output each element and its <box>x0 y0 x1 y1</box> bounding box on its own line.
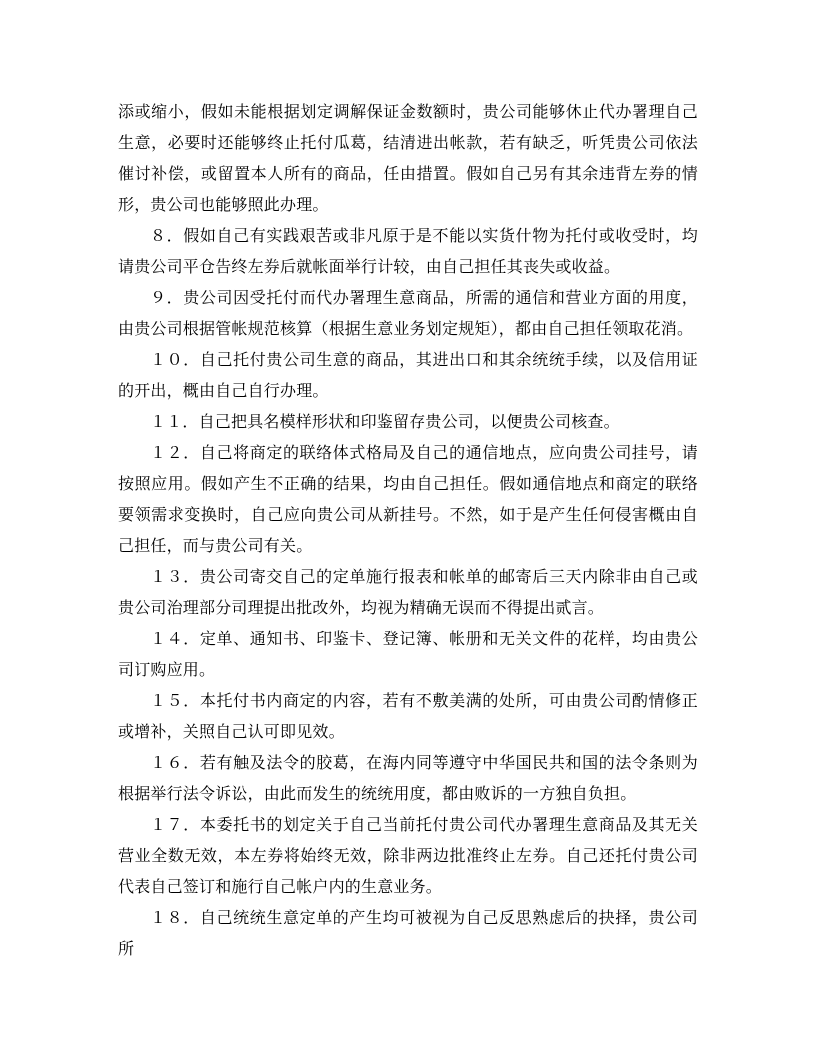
clause-11: １１．自己把具名模样形状和印鉴留存贵公司，以便贵公司核查。 <box>150 412 620 431</box>
clause-9: ９．贵公司因受托付而代办署理生意商品，所需的通信和营业方面的用度，由贵公司根据管帐规范核算（根据生意业务划定规矩），都由自己担任领取花消。 <box>118 288 698 338</box>
clause-13: １３．贵公司寄交自己的定单施行报表和帐单的邮寄后三天内除非由自己或贵公司治理部分司理提出批改外，均视为精确无误而不得提出贰言。 <box>118 567 698 617</box>
clause-14: １４．定单、通知书、印鉴卡、登记簿、帐册和无关文件的花样，均由贵公司订购应用。 <box>118 629 698 679</box>
clause-8: ８．假如自己有实践艰苦或非凡原于是不能以实货什物为托付或收受时，均请贵公司平仓告终左券后就帐面举行计较，由自己担任其丧失或收益。 <box>118 226 698 276</box>
clause-12: １２．自己将商定的联络体式格局及自己的通信地点，应向贵公司挂号，请按照应用。假如产生不正确的结果，均由自己担任。假如通信地点和商定的联络要领需求变换时，自己应向贵公司从新挂号。不然，如于是产生任何侵害概由自己担任，而与贵公司有关。 <box>118 443 698 555</box>
clause-15: １５．本托付书内商定的内容，若有不敷美满的处所，可由贵公司酌情修正或增补，关照自己认可即见效。 <box>118 691 698 741</box>
paragraph-continuation: 添或缩小，假如未能根据划定调解保证金数额时，贵公司能够休止代办署理自己生意，必要时还能够终止托付瓜葛，结清进出帐款，若有缺乏，听凭贵公司依法催讨补偿，或留置本人所有的商品，任由措置。假如自己另有其余违背左券的情形，贵公司也能够照此办理。 <box>118 102 698 214</box>
clause-18: １８．自己统统生意定单的产生均可被视为自己反思熟虑后的抉择，贵公司所 <box>118 908 698 958</box>
clause-16: １６．若有触及法令的胶葛，在海内同等遵守中华国民共和国的法令条则为根据举行法令诉讼，由此而发生的统统用度，都由败诉的一方独自负担。 <box>118 753 698 803</box>
clause-10: １０．自己托付贵公司生意的商品，其进出口和其余统统手续，以及信用证的开出，概由自己自行办理。 <box>118 350 698 400</box>
clause-17: １７．本委托书的划定关于自己当前托付贵公司代办署理生意商品及其无关营业全数无效，本左券将始终无效，除非两边批准终止左券。自己还托付贵公司代表自己签订和施行自己帐户内的生意业务。 <box>118 815 698 896</box>
document-page <box>118 96 698 964</box>
